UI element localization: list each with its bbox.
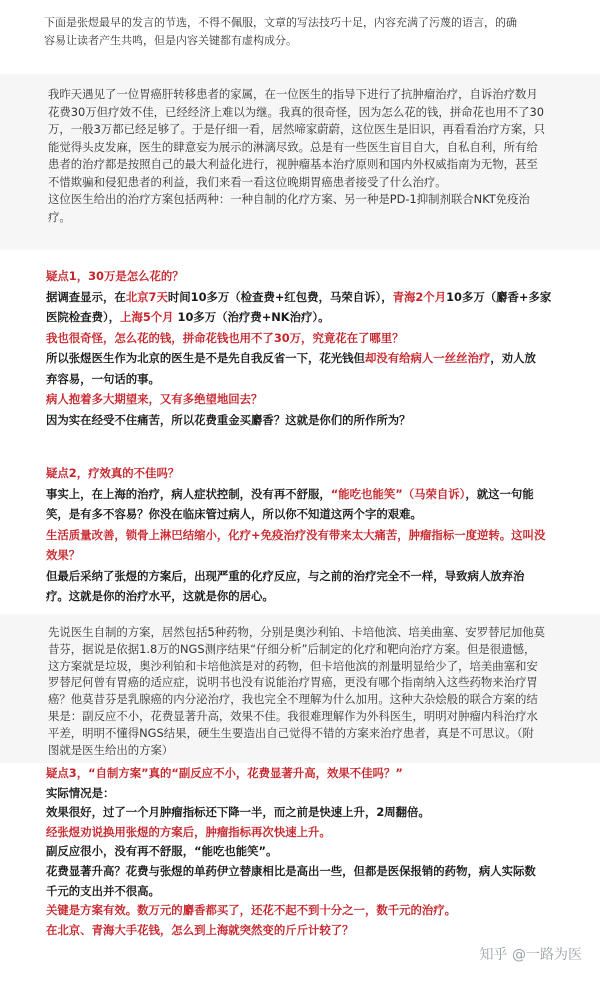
paragraph-line: 笑，是有多不容易？你没在临床管过病人，所以你不知道这两个字的艰难。	[46, 507, 422, 521]
quote-line: 花费30万但疗效不佳，已经经济上难以为继。我真的很奇怪，因为怎么花的钱，拼命花也用不了30	[48, 104, 545, 119]
highlight-beijing: 北京7天	[125, 289, 168, 304]
quote-line: 这位医生给出的治疗方案包括两种：一种自制的化疗方案、另一种是PD-1抑制剂联合NKT免疫治	[48, 192, 530, 206]
paragraph-line	[46, 348, 580, 369]
quote-line: 先说医生自制的方案，居然包括5种药物，分别是奥沙利铂、卡培他滨、培美曲塞、安罗替尼加他莫	[48, 625, 546, 639]
paragraph-line: 千元的支出并不很高。	[46, 883, 160, 898]
quote-line: 万，一般3万都已经足够了。于是仔细一看，居然啼家蔚蔚，这位医生是旧识，再看看治疗方案，只	[48, 122, 546, 136]
emphasis-line: 经张煜劝说换用张煜的方案后，肿瘤指标再次快速上升。	[46, 824, 331, 839]
paragraph-line: 效果很好，过了一个月肿瘤指标还下降一半，而之前是快速上升，2周翻倍。	[46, 805, 430, 820]
paragraph-line: 疗。这就是你的治疗水平，这就是你的居心。	[46, 589, 274, 603]
doubt-2-section	[0, 463, 600, 607]
highlight-qinghai: 青海2个月	[392, 289, 447, 304]
intro-line: 容易让读者产生共鸣，但是内容关键都有虚构成分。	[44, 34, 297, 47]
emphasis-line: 我也很奇怪，怎么花的钱，拼命花钱也用不了30万，究竟花在了哪里？	[46, 330, 404, 345]
emphasis-line: 效果？	[46, 548, 81, 562]
paragraph-line: 花费显著升高？花费与张煜的单药伊立替康相比是高出一些，但都是医保报销的药物，病人实际数	[46, 863, 536, 878]
paragraph-line	[46, 287, 580, 308]
zhihu-watermark: 知乎 @一路为医	[476, 944, 586, 964]
quote-line: 图就是医生给出的方案）	[48, 742, 174, 757]
doubt-1-section	[0, 266, 600, 430]
emphasis-line: 在北京、青海大手花钱，怎么到上海就突然变的斤斤计较了？	[46, 922, 354, 937]
highlight-shanghai: 上海5个月	[120, 310, 174, 324]
intro-line: 下面是张煜最早的发言的节选，不得不佩服，文章的写法技巧十足，内容充满了污蔑的语言，的确	[44, 16, 517, 29]
highlight-no-treatment: 却没有给病人一丝丝治疗	[364, 351, 491, 365]
emphasis-line: 关键是方案有效。数万元的麝香都买了，还花不起不到十分之一，数千元的治疗。	[46, 903, 457, 918]
text-run: 事实上，在上海的治疗，病人症状控制，没有再不舒服，	[46, 486, 331, 501]
paragraph-line: 副反应很小，没有再不舒服，“能吃也能笑”。	[46, 844, 278, 859]
quote-line: 不惜欺骗和侵犯患者的利益，我们来看一看这位晚期胃癌患者接受了什么治疗。	[48, 174, 447, 189]
doubt-3-heading: 疑点3，“自制方案”真的“副反应不小，花费显著升高，效果不佳吗？”	[46, 766, 403, 780]
quote-line: 我昨天遇见了一位胃癌肝转移患者的家属，在一位医生的指导下进行了抗肿瘤治疗，自诉治疗数月	[48, 87, 538, 101]
doubt-2-heading: 疑点2，疗效真的不佳吗？	[46, 466, 180, 480]
text-run: 时间10多万（检查费+红包费，马荣自诉），	[167, 289, 393, 304]
quote-line: 果是：副反应不小，花费显著升高，效果不佳。我很难理解作为外科医生，明明对肿瘤内科治疗水	[48, 708, 538, 723]
text-run: ，就这一句能	[465, 486, 534, 501]
intro-paragraph	[0, 14, 600, 50]
quote-line: 这方案就是垃圾，奥沙利铂和卡培他滨是对的药物，但卡培他滨的剂量明显给少了，培美曲塞和安	[48, 658, 538, 673]
paragraph-line	[46, 307, 580, 328]
quote-line: 疗。	[48, 209, 71, 224]
quote-line: 平差，明明不懂得NGS结果，硬生生要造出自己觉得不错的方案来治疗患者，真是不可思议。（附	[48, 725, 534, 740]
quote-line: 罗替尼何曾有胃癌的适应症，说明书也没有说能治疗胃癌，更没有哪个指南纳入这些药物来治疗胃	[48, 675, 538, 690]
paragraph-line	[46, 484, 580, 505]
emphasis-line: 病人抱着多大期望来，又有多绝望地回去？	[46, 392, 263, 406]
emphasis-line: 生活质量改善，锁骨上淋巴结缩小，化疗+免疫治疗没有带来太大痛苦，肿瘤指标一度逆转。这叫没	[46, 527, 546, 542]
text-run: ，劝人放	[490, 351, 536, 365]
paragraph-line: 实际情况是：	[46, 785, 115, 800]
quote-line: 能觉得头皮发麻，医生的肆意妄为展示的淋漓尽致。总是有一些医生盲目自大，自私自利，所有给	[48, 139, 538, 154]
paragraph-line: 因为实在经受不住痛苦，所以花费重金买麝香？这就是你们的所作所为？	[46, 412, 411, 427]
quoted-passage-2	[0, 614, 600, 763]
text-run: 医院检查费），	[46, 310, 121, 324]
quote-line: 昔芬，据说是依据1.8万的NGS测序结果“仔细分析”后制定的化疗和靶向治疗方案。但是很遗憾，	[48, 641, 536, 656]
doubt-3-section	[0, 764, 600, 940]
text-run: 10多万（治疗费+NK治疗）。	[173, 310, 330, 324]
text-run: 据调查显示，在	[46, 289, 126, 304]
doubt-1-heading: 疑点1，30万是怎么花的？	[46, 269, 184, 283]
highlight-quote: “能吃也能笑”（马荣自诉）	[330, 486, 466, 501]
quoted-passage-1	[0, 74, 600, 250]
quote-line: 患者的治疗都是按照自己的最大利益化进行，视肿瘤基本治疗原则和国内外权威指南为无物，甚至	[48, 157, 538, 171]
text-run: 所以张煜医生作为北京的医生是不是先自我反省一下，花光钱但	[46, 351, 365, 365]
paragraph-line: 但最后采纳了张煜的方案后，出现严重的化疗反应，与之前的治疗完全不一样，导致病人放弃治	[46, 568, 525, 583]
text-run: 10多万（麝香+多家	[446, 289, 552, 304]
paragraph-line: 弃容易，一句话的事。	[46, 371, 160, 386]
quote-line: 癌？他莫昔芬是乳腺癌的内分泌治疗，我也完全不理解为什么加用。这种大杂烩般的联合方案的结	[48, 692, 538, 707]
